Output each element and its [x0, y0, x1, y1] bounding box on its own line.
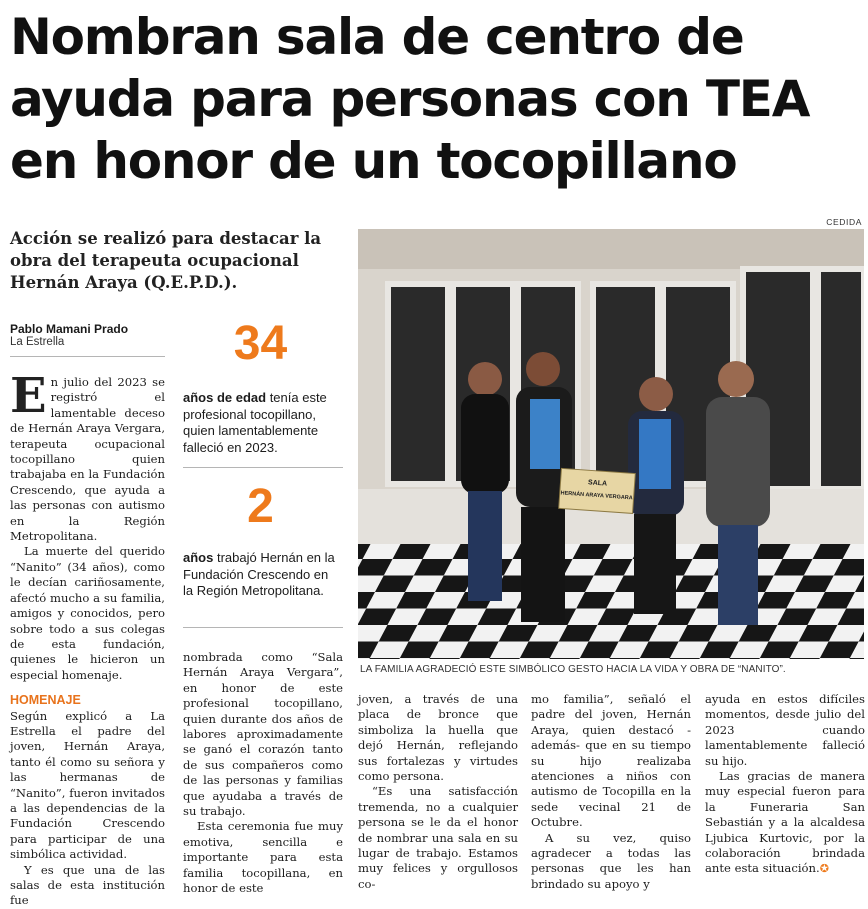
- photo-credit: CEDIDA: [826, 217, 862, 227]
- paragraph: A su vez, quiso agradecer a todas las personas que les han brindado su apoyo y: [531, 830, 691, 891]
- body-column-2: [183, 650, 343, 897]
- paragraph: “Es una satisfacción tremenda, no a cualquier persona se le da el honor de nombrar una sala en su lugar de trabajo. Estamos muy felices y orgullosos co-: [358, 784, 518, 891]
- photo: [358, 229, 864, 659]
- byline-outlet: La Estrella: [10, 336, 65, 348]
- fact-text: años de edad tenía este profesional tocopillano, quien lamentablemente falleció en 2023.: [183, 390, 327, 455]
- paragraph: Esta ceremonia fue muy emotiva, sencilla e importante para esta familia tocopillana, en honor de este: [183, 819, 343, 896]
- headline: Nombran sala de centro de ayuda para personas con TEA en honor de un tocopillano: [10, 8, 810, 190]
- body-column-1: [10, 368, 165, 909]
- plaque: [559, 468, 636, 513]
- plaque-name: HERNÁN ARAYA VERGARA: [560, 490, 633, 502]
- byline-author: Pablo Mamani Prado: [10, 322, 129, 336]
- fact-number: 2: [247, 480, 274, 533]
- paragraph: Según explicó a La Estrella el padre del joven, Hernán Araya, tanto él como su señora y las hermanas de “Nanito”, fueron invitados a las dependencias de la Fundación Crescendo para participar de una simbólica actividad.: [10, 708, 165, 862]
- section-heading: HOMENAJE: [10, 693, 81, 708]
- photo-illustration: [358, 229, 864, 659]
- end-mark-icon: ✪: [819, 862, 829, 876]
- fact-divider: [183, 467, 343, 468]
- paragraph: mo familia”, señaló el padre del joven, Hernán Araya, quien destacó -además- que en su tiempo su hijo realizaba atenciones a niños con autismo de Tocopilla en la sede vecinal 21 de Octubre.: [531, 692, 691, 830]
- body-column-5: [705, 692, 865, 877]
- paragraph: Las gracias de manera muy especial fueron para la Funeraria San Sebastián y a la alcaldesa Ljubica Kurtovic, por la colaboración brindada ante esta situación.✪: [705, 769, 865, 876]
- plaque-title: SALA: [587, 479, 608, 488]
- byline-rule: [10, 356, 165, 357]
- body-column-4: [531, 692, 691, 892]
- deck-subtitle: Acción se realizó para destacar la obra del terapeuta ocupacional Hernán Araya (Q.E.P.D.).: [10, 229, 322, 292]
- paragraph: nombrada como “Sala Hernán Araya Vergara”, en honor de este profesional tocopillano, quien durante dos años de labores aproximadamente se ganó el corazón tanto de sus compañeros como de las personas y familias que ayudaba a través de su trabajo.: [183, 650, 343, 819]
- fact-divider: [183, 627, 343, 628]
- paragraph: joven, a través de una placa de bronce que simboliza la huella que dejó Hernán, reflejando sus fortalezas y virtudes como persona.: [358, 692, 518, 784]
- paragraph: En julio del 2023 se registró el lamentable deceso de Hernán Araya Vergara, terapeuta ocupacional tocopillano quien trabajaba en la Fundación Crescendo, que ayuda a las personas con autismo en la Región Metropolitana.: [10, 368, 165, 544]
- window-wall: [388, 269, 864, 489]
- fact-text: años trabajó Hernán en la Fundación Crescendo en la Región Metropolitana.: [183, 550, 335, 598]
- photo-caption: LA FAMILIA AGRADECIÓ ESTE SIMBÓLICO GESTO HACIA LA VIDA Y OBRA DE “NANITO”.: [360, 664, 786, 675]
- paragraph: La muerte del querido “Nanito” (34 años), como le decían cariñosamente, afectó mucho a su familia, amigos y conocidos, pero sobre todo a sus colegas de esta fundación, quienes le hicieron un especial homenaje.: [10, 544, 165, 682]
- paragraph: ayuda en estos difíciles momentos, desde julio del 2023 cuando lamentablemente falleció su hijo.: [705, 692, 865, 768]
- paragraph: Y es que una de las salas de esta institución fue: [10, 862, 165, 908]
- byline: [10, 322, 165, 348]
- drop-cap: E: [10, 368, 47, 424]
- fact-number: 34: [233, 317, 288, 370]
- body-column-3: [358, 692, 518, 892]
